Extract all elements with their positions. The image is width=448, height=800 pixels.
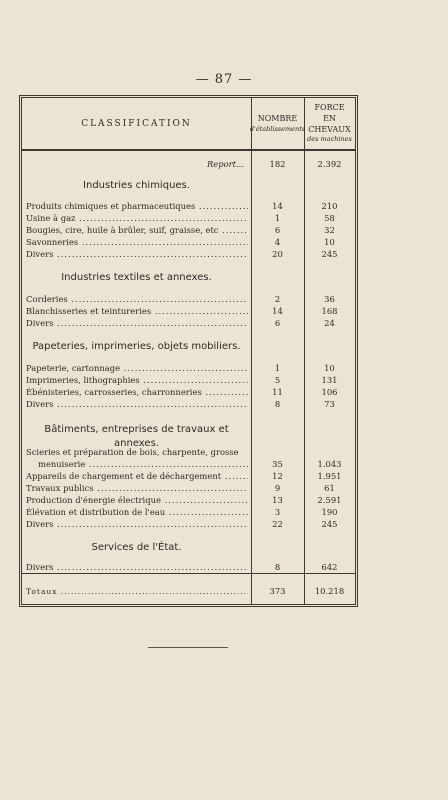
row-nombre: 11	[272, 387, 283, 397]
row-force: 32	[324, 225, 335, 235]
row-force: 168	[321, 306, 338, 316]
table-row	[22, 398, 355, 411]
row-nombre: 6	[274, 318, 281, 328]
row-nombre: 14	[272, 306, 283, 316]
footer-rule	[148, 647, 228, 648]
row-label: Usine à gaz .....	[26, 212, 248, 225]
row-label: Blanchisseries et teintureries .....	[26, 305, 248, 318]
row-label: Savonneries .....	[26, 236, 248, 249]
report-nombre: 182	[269, 159, 286, 169]
row-nombre: 4	[274, 237, 281, 247]
section-title: Papeteries, imprimeries, objets mobiliers.	[32, 341, 241, 352]
row-force: 10	[324, 363, 335, 373]
row-force: 131	[321, 375, 338, 385]
row-nombre: 2	[274, 294, 281, 304]
row-force: 190	[321, 507, 338, 517]
section-title: Industries chimiques.	[83, 180, 190, 191]
row-nombre: 8	[274, 399, 281, 409]
row-nombre: 12	[272, 471, 283, 481]
report-row	[22, 158, 355, 171]
row-label: Divers .....	[26, 398, 248, 411]
row-nombre: 5	[274, 375, 281, 385]
row-label: Divers .....	[26, 248, 248, 261]
row-label: Bougies, cire, huile à brûler, suif, graisse, etc .....	[26, 224, 248, 237]
header-force	[304, 98, 355, 149]
row-nombre: 9	[274, 483, 281, 493]
row-label: Production d'énergie électrique .....	[26, 494, 248, 507]
row-label: Travaux publics .....	[26, 482, 248, 495]
row-label: Élévation et distribution de l'eau .....	[26, 506, 248, 519]
row-nombre: 1	[274, 213, 281, 223]
row-force: 1.951	[317, 471, 342, 481]
row-nombre: 1	[274, 363, 281, 373]
row-label: Divers .....	[26, 561, 248, 574]
totals-row	[22, 585, 355, 598]
totals-nombre: 373	[269, 586, 286, 596]
row-label: menuiserie .....	[38, 458, 248, 471]
row-nombre: 35	[272, 459, 283, 469]
header-force-line2: EN CHEVAUX	[308, 113, 351, 134]
row-force: 642	[321, 562, 338, 572]
statistics-table	[19, 95, 358, 607]
row-label: Corderies .....	[26, 293, 248, 306]
row-nombre: 22	[272, 519, 283, 529]
header-nombre-line1: NOMBRE	[257, 113, 298, 123]
row-label: Imprimeries, lithographies .....	[26, 374, 248, 387]
header-force-line1: FORCE	[314, 102, 345, 112]
row-force: 10	[324, 237, 335, 247]
row-label: Ébénisteries, carrosseries, charronneries .....	[26, 386, 248, 399]
row-nombre: 13	[272, 495, 283, 505]
report-label: Report...	[206, 159, 244, 169]
header-force-line3: des machines	[307, 135, 352, 144]
row-force: 73	[324, 399, 335, 409]
row-label: Scieries et préparation de bois, charpente, grosse	[26, 447, 239, 457]
row-force: 1.043	[317, 459, 342, 469]
header-nombre-line2: d'établissements	[249, 124, 306, 133]
row-nombre: 20	[272, 249, 283, 259]
row-force: 245	[321, 249, 338, 259]
totals-label: Totaux .....	[26, 585, 248, 598]
row-nombre: 3	[274, 507, 281, 517]
row-label: Papeterie, cartonnage .....	[26, 362, 248, 375]
row-label: Produits chimiques et pharmaceutiques .....	[26, 200, 248, 213]
header-rule	[22, 149, 355, 151]
row-label: Divers .....	[26, 317, 248, 330]
section-title: Services de l'État.	[91, 542, 182, 553]
totals-force: 10.218	[314, 586, 345, 596]
row-force: 245	[321, 519, 338, 529]
header-nombre	[251, 98, 304, 149]
row-force: 36	[324, 294, 335, 304]
section-title: Bâtiments, entreprises de travaux et annexes.	[44, 424, 229, 449]
row-label: Appareils de chargement et de déchargement .....	[26, 470, 248, 483]
table-row	[22, 248, 355, 261]
row-force: 106	[321, 387, 338, 397]
table-row	[22, 518, 355, 531]
page-number: — 87 —	[195, 72, 253, 87]
row-nombre: 8	[274, 562, 281, 572]
totals-rule	[22, 573, 355, 574]
row-force: 61	[324, 483, 335, 493]
row-force: 24	[324, 318, 335, 328]
row-force: 210	[321, 201, 338, 211]
row-label: Divers .....	[26, 518, 248, 531]
table-row	[22, 317, 355, 330]
report-force: 2.392	[317, 159, 342, 169]
section-title: Industries textiles et annexes.	[61, 272, 212, 283]
row-nombre: 14	[272, 201, 283, 211]
header-classification: CLASSIFICATION	[81, 118, 192, 129]
row-force: 2.591	[317, 495, 342, 505]
row-force: 58	[324, 213, 335, 223]
row-nombre: 6	[274, 225, 281, 235]
